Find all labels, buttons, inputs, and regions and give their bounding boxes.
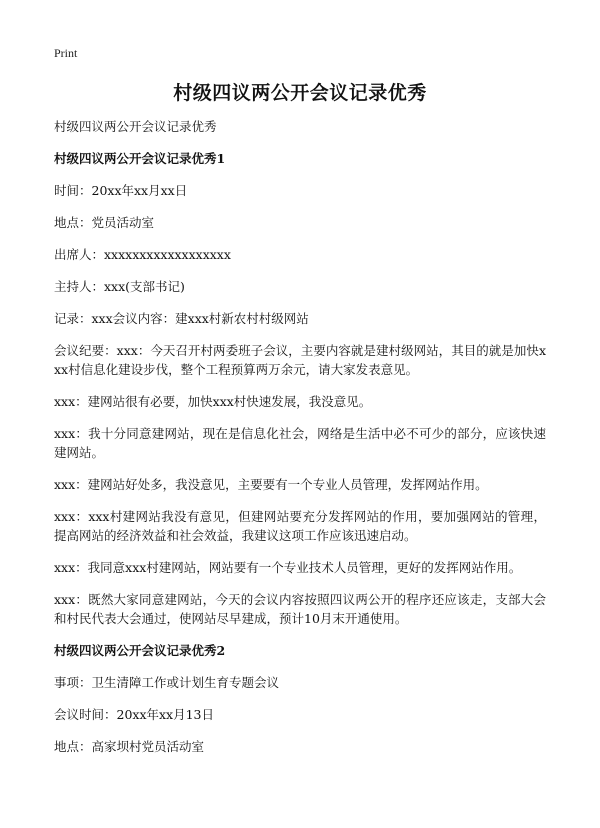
section-heading-2: 村级四议两公开会议记录优秀2 [54,643,226,658]
meeting-time-2: 会议时间：20xx年xx月13日 [54,707,215,722]
meeting-summary: 会议纪要：xxx：今天召开村两委班子会议，主要内容就是建村级网站，其目的就是加快xxx村信息化建设步伐，整个工程预算两万余元，请大家发表意见。 [54,343,546,377]
recorder-and-agenda: 记录：xxx会议内容：建xxx村新农村村级网站 [54,311,309,326]
print-label: Print [54,46,78,60]
remark-6: xxx：既然大家同意建网站，今天的会议内容按照四议两公开的程序还应该走，支部大会和村民代表大会通过，使网站尽早建成，预计10月末开通使用。 [54,592,546,626]
remark-2: xxx：我十分同意建网站，现在是信息化社会，网络是生活中必不可少的部分，应该快速建网站。 [54,426,546,460]
page-title: 村级四议两公开会议记录优秀 [173,82,427,104]
attendees: 出席人：xxxxxxxxxxxxxxxxxx [54,247,231,262]
host: 主持人：xxx(支部书记) [54,279,185,294]
meeting-location-2: 地点：高家坝村党员活动室 [54,739,205,754]
subtitle: 村级四议两公开会议记录优秀 [54,119,217,134]
meeting-time: 时间：20xx年xx月xx日 [54,183,188,198]
remark-5: xxx：我同意xxx村建网站，网站要有一个专业技术人员管理，更好的发挥网站作用。 [54,560,522,575]
section-heading-1: 村级四议两公开会议记录优秀1 [54,151,226,166]
remark-3: xxx：建网站好处多，我没意见，主要要有一个专业人员管理，发挥网站作用。 [54,477,488,492]
remark-4: xxx：xxx村建网站我没有意见，但建网站要充分发挥网站的作用，要加强网站的管理，提高网站的经济效益和社会效益，我建议这项工作应该迅速启动。 [54,509,546,543]
meeting-location: 地点：党员活动室 [54,215,155,230]
document-body [54,117,546,769]
remark-1: xxx：建网站很有必要，加快xxx村快速发展，我没意见。 [54,394,372,409]
agenda-item: 事项：卫生清障工作或计划生育专题会议 [54,675,280,690]
